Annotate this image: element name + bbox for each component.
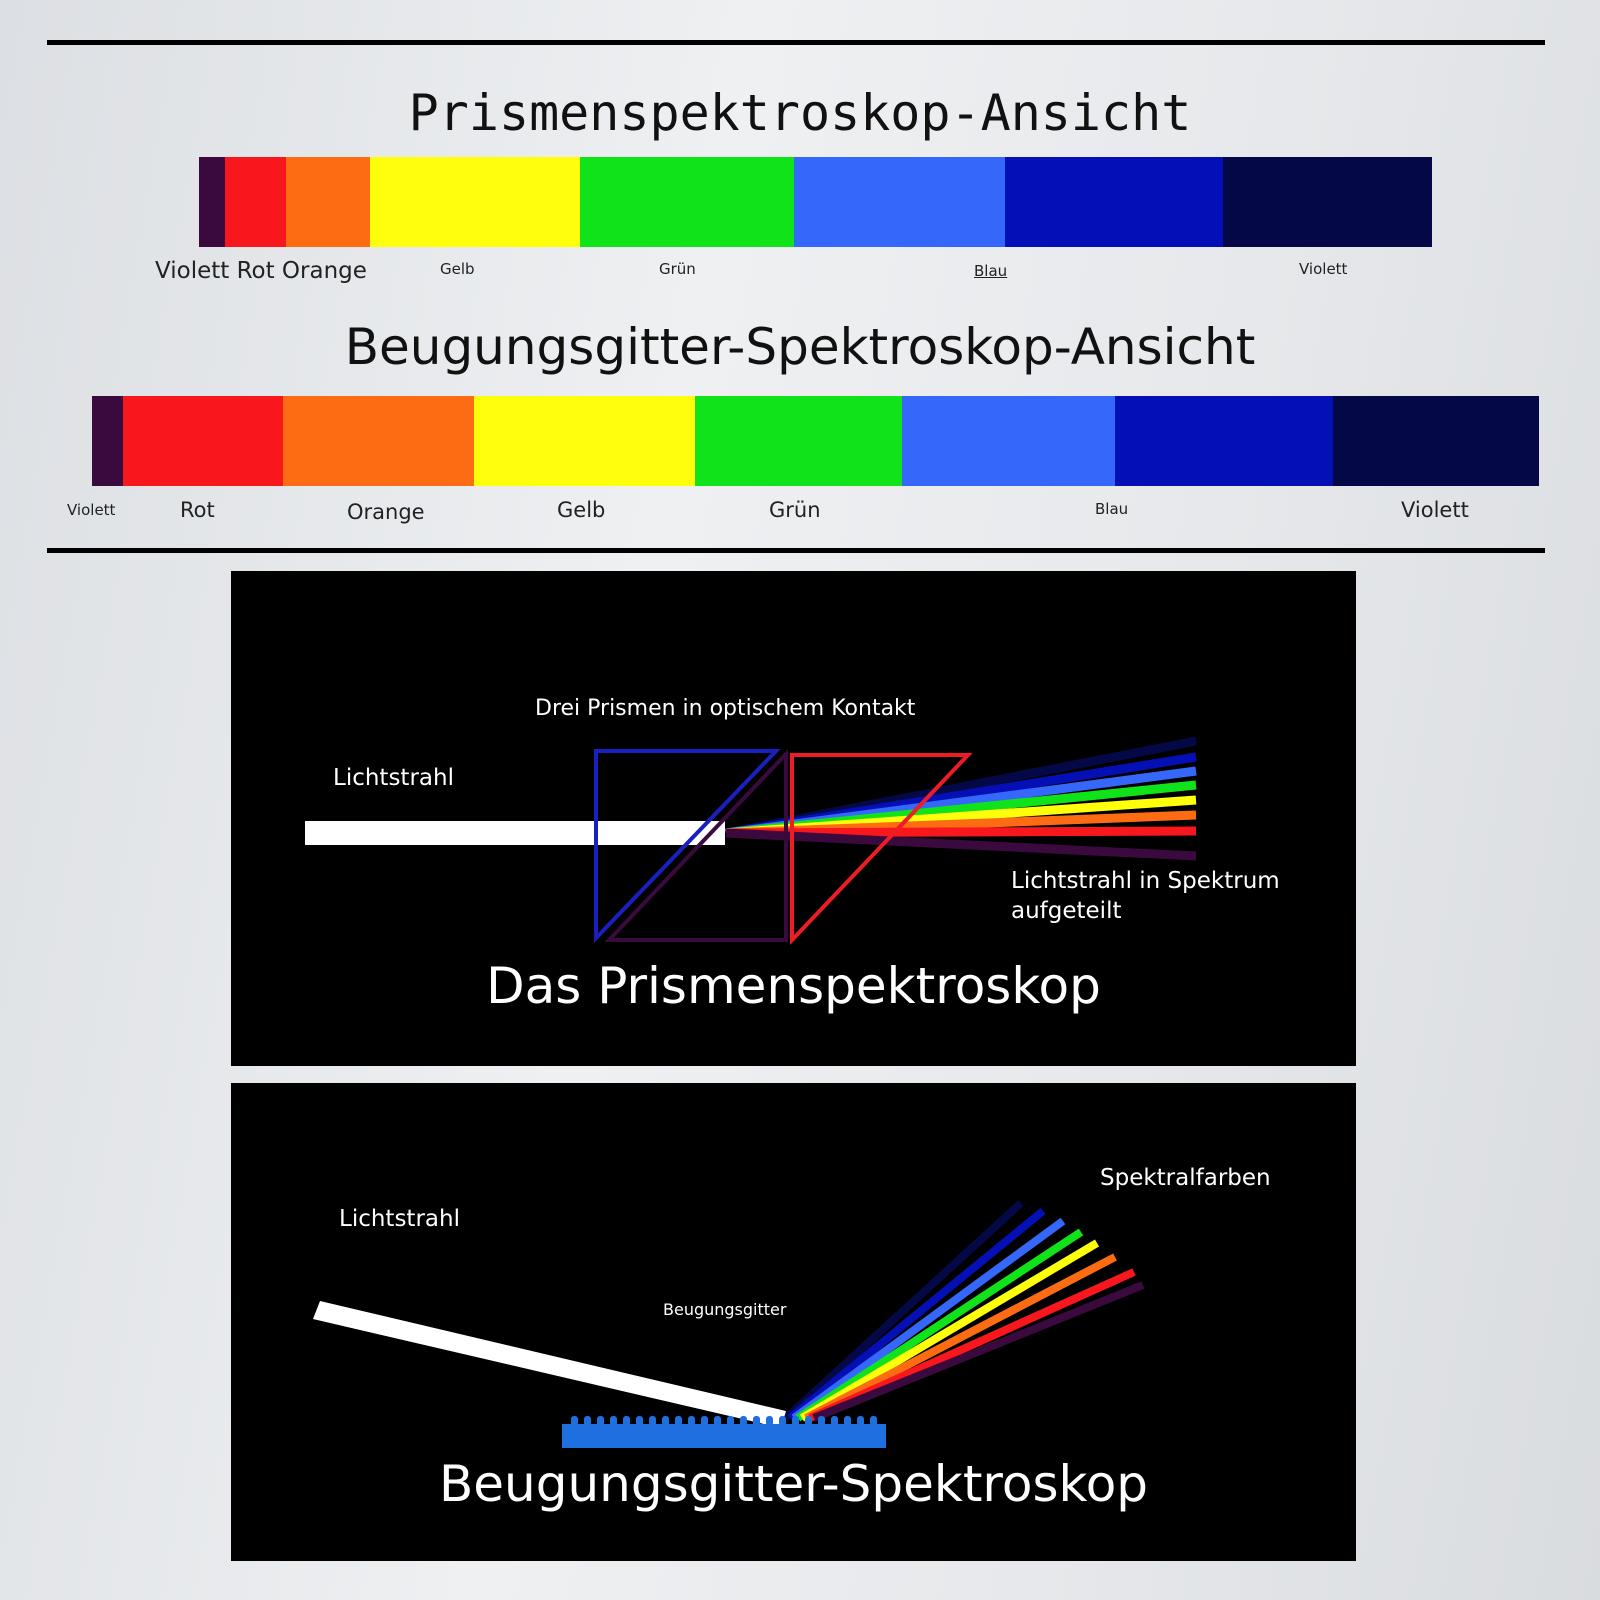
grating-tooth	[636, 1416, 643, 1426]
grating-band-6	[1115, 396, 1333, 486]
spectral-colors-label: Spektralfarben	[1100, 1165, 1271, 1191]
grating-tooth	[571, 1416, 578, 1426]
top-divider	[47, 40, 1545, 45]
grating-tooth	[649, 1416, 656, 1426]
incident-light-beam	[313, 1301, 786, 1428]
grating-label-violett-right: Violett	[1401, 498, 1469, 522]
bottom-divider	[47, 548, 1545, 553]
grating-tooth	[844, 1416, 851, 1426]
prism-band-0	[199, 157, 225, 247]
prism-beam-label: Lichtstrahl	[333, 765, 454, 791]
grating-band-3	[474, 396, 695, 486]
prism-dark-violet	[609, 754, 786, 940]
grating-tooth	[610, 1416, 617, 1426]
grating-tooth	[740, 1416, 747, 1426]
grating-tooth	[688, 1416, 695, 1426]
light-beam	[305, 821, 725, 845]
prism-band-1	[225, 157, 286, 247]
grating-band-4	[695, 396, 902, 486]
prism-band-6	[1005, 157, 1223, 247]
prism-spectroscope-panel	[231, 571, 1356, 1066]
grating-label: Beugungsgitter	[663, 1300, 787, 1319]
prism-band-7	[1223, 157, 1432, 247]
grating-band-0	[92, 396, 123, 486]
grating-band-1	[123, 396, 283, 486]
grating-tooth	[792, 1416, 799, 1426]
grating-tooth	[870, 1416, 877, 1426]
grating-beam-label: Lichtstrahl	[339, 1206, 460, 1232]
prism-label-blau: Blau	[974, 262, 1008, 280]
diffraction-grating	[562, 1416, 886, 1448]
grating-tooth	[831, 1416, 838, 1426]
grating-tooth	[727, 1416, 734, 1426]
prism-band-2	[286, 157, 370, 247]
grating-tooth	[857, 1416, 864, 1426]
grating-output-rays	[786, 1203, 1143, 1418]
grating-band-2	[283, 396, 474, 486]
grating-band-5	[902, 396, 1115, 486]
grating-tooth	[675, 1416, 682, 1426]
grating-spectrum-bar	[92, 396, 1539, 486]
split-label-line1: Lichtstrahl in Spektrum	[1011, 868, 1280, 894]
prisms-caption: Drei Prismen in optischem Kontakt	[535, 696, 916, 721]
grating-tooth	[779, 1416, 786, 1426]
prism-band-4	[580, 157, 794, 247]
grating-label-gelb: Gelb	[557, 498, 606, 522]
grating-label-rot: Rot	[180, 498, 215, 522]
grating-view-title: Beugungsgitter-Spektroskop-Ansicht	[344, 318, 1256, 376]
prism-band-3	[370, 157, 580, 247]
grating-spectroscope-panel	[231, 1083, 1356, 1561]
prism-label-violett-rot-orange: Violett Rot Orange	[155, 258, 367, 284]
prism-spectrum-bar	[199, 157, 1432, 247]
prism-panel-title: Das Prismenspektroskop	[486, 957, 1101, 1015]
grating-tooth	[623, 1416, 630, 1426]
prism-view-title: Prismenspektroskop-Ansicht	[408, 84, 1192, 142]
grating-panel-title: Beugungsgitter-Spektroskop	[438, 1455, 1149, 1513]
grating-tooth	[818, 1416, 825, 1426]
grating-tooth	[701, 1416, 708, 1426]
grating-band-7	[1333, 396, 1539, 486]
prism-label-gruen: Grün	[659, 260, 696, 278]
grating-label-blau: Blau	[1095, 500, 1129, 518]
grating-label-orange: Orange	[347, 500, 425, 524]
grating-tooth	[584, 1416, 591, 1426]
grating-tooth	[597, 1416, 604, 1426]
prism-band-5	[794, 157, 1004, 247]
grating-label-gruen: Grün	[769, 498, 821, 522]
prism-label-violett: Violett	[1299, 260, 1348, 278]
grating-tooth	[714, 1416, 721, 1426]
prism-label-gelb: Gelb	[440, 260, 475, 278]
grating-tooth	[753, 1416, 760, 1426]
grating-tooth	[805, 1416, 812, 1426]
grating-label-violett-left: Violett	[67, 501, 116, 519]
grating-tooth	[766, 1416, 773, 1426]
prism-output-rays	[726, 741, 1196, 856]
split-label-line2: aufgeteilt	[1011, 898, 1122, 924]
grating-tooth	[662, 1416, 669, 1426]
